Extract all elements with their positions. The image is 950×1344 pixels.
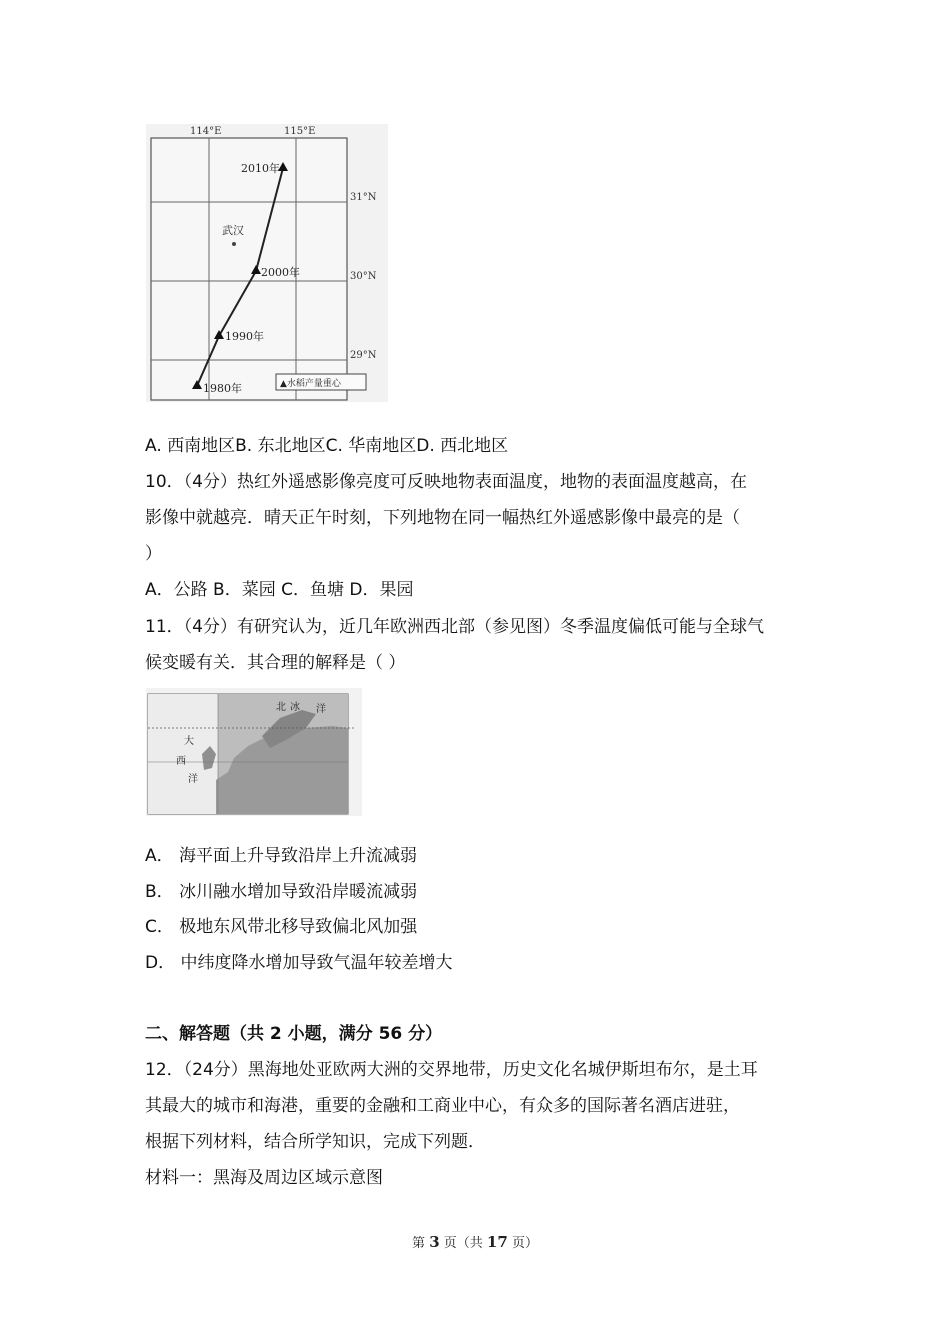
q10-stem-line2: 影像中就越亮．晴天正午时刻，下列地物在同一幅热红外遥感影像中最亮的是（ bbox=[145, 508, 740, 528]
point-2010-label: 2010年 bbox=[241, 162, 280, 175]
lat-label-31: 31°N bbox=[350, 192, 377, 203]
footer-total-pages: 17 bbox=[486, 1233, 508, 1251]
q11-option-a: A． 海平面上升导致沿岸上升流减弱 bbox=[145, 846, 418, 866]
q12-stem-line1: 12．（24分）黑海地处亚欧两大洲的交界地带，历史文化名城伊斯坦布尔，是土耳 bbox=[145, 1060, 758, 1080]
rice-centroid-map-svg bbox=[146, 124, 388, 402]
rice-centroid-map bbox=[146, 124, 388, 402]
europe-map bbox=[146, 688, 362, 816]
q11-stem-line1: 11．（4分）有研究认为，近几年欧洲西北部（参见图）冬季温度偏低可能与全球气 bbox=[145, 617, 764, 637]
lat-label-29: 29°N bbox=[350, 350, 377, 361]
q11-stem-line2: 候变暖有关．其合理的解释是（ ） bbox=[145, 653, 406, 673]
city-label-wuhan: 武汉 bbox=[222, 224, 244, 237]
legend-label: ▲水稻产量重心 bbox=[280, 379, 341, 389]
europe-map-svg bbox=[146, 688, 362, 816]
city-marker-wuhan bbox=[232, 242, 236, 246]
point-2000-label: 2000年 bbox=[261, 266, 300, 279]
q10-stem-line1: 10．（4分）热红外遥感影像亮度可反映地物表面温度，地物的表面温度越高，在 bbox=[145, 472, 747, 492]
point-1990-label: 1990年 bbox=[225, 330, 264, 343]
map-label-yang1: 洋 bbox=[316, 704, 326, 715]
footer-middle: 页（共 bbox=[443, 1236, 483, 1251]
map-label-bing: 冰 bbox=[290, 702, 300, 713]
q9-options: A. 西南地区B. 东北地区C. 华南地区D. 西北地区 bbox=[145, 436, 509, 456]
section2-title: 二、解答题（共 2 小题，满分 56 分） bbox=[145, 1024, 443, 1044]
q11-option-b: B． 冰川融水增加导致沿岸暖流减弱 bbox=[145, 882, 418, 902]
lat-label-30: 30°N bbox=[350, 271, 377, 282]
q12-stem-line3: 根据下列材料，结合所学知识，完成下列题． bbox=[145, 1132, 485, 1152]
q10-options: A．公路 B．菜园 C．鱼塘 D．果园 bbox=[145, 580, 414, 600]
map-label-da: 大 bbox=[184, 736, 194, 747]
q12-stem-line2: 其最大的城市和海港，重要的金融和工商业中心，有众多的国际著名酒店进驻， bbox=[145, 1096, 740, 1116]
map-label-bei: 北 bbox=[276, 702, 286, 713]
footer-prefix: 第 bbox=[412, 1236, 426, 1251]
map-label-yang2: 洋 bbox=[188, 774, 198, 785]
q12-material-caption: 材料一：黑海及周边区域示意图 bbox=[145, 1168, 383, 1188]
lon-label-114: 114°E bbox=[190, 126, 222, 137]
footer-page-number: 3 bbox=[429, 1233, 440, 1251]
q11-option-d: D． 中纬度降水增加导致气温年较差增大 bbox=[145, 953, 453, 973]
footer-suffix: 页） bbox=[511, 1236, 538, 1251]
lon-label-115: 115°E bbox=[284, 126, 316, 137]
q11-option-c: C． 极地东风带北移导致偏北风加强 bbox=[145, 917, 418, 937]
point-1980-label: 1980年 bbox=[203, 382, 242, 395]
q10-stem-line3: ） bbox=[145, 544, 162, 564]
map-label-xi: 西 bbox=[176, 756, 186, 767]
page-footer bbox=[0, 1232, 950, 1251]
